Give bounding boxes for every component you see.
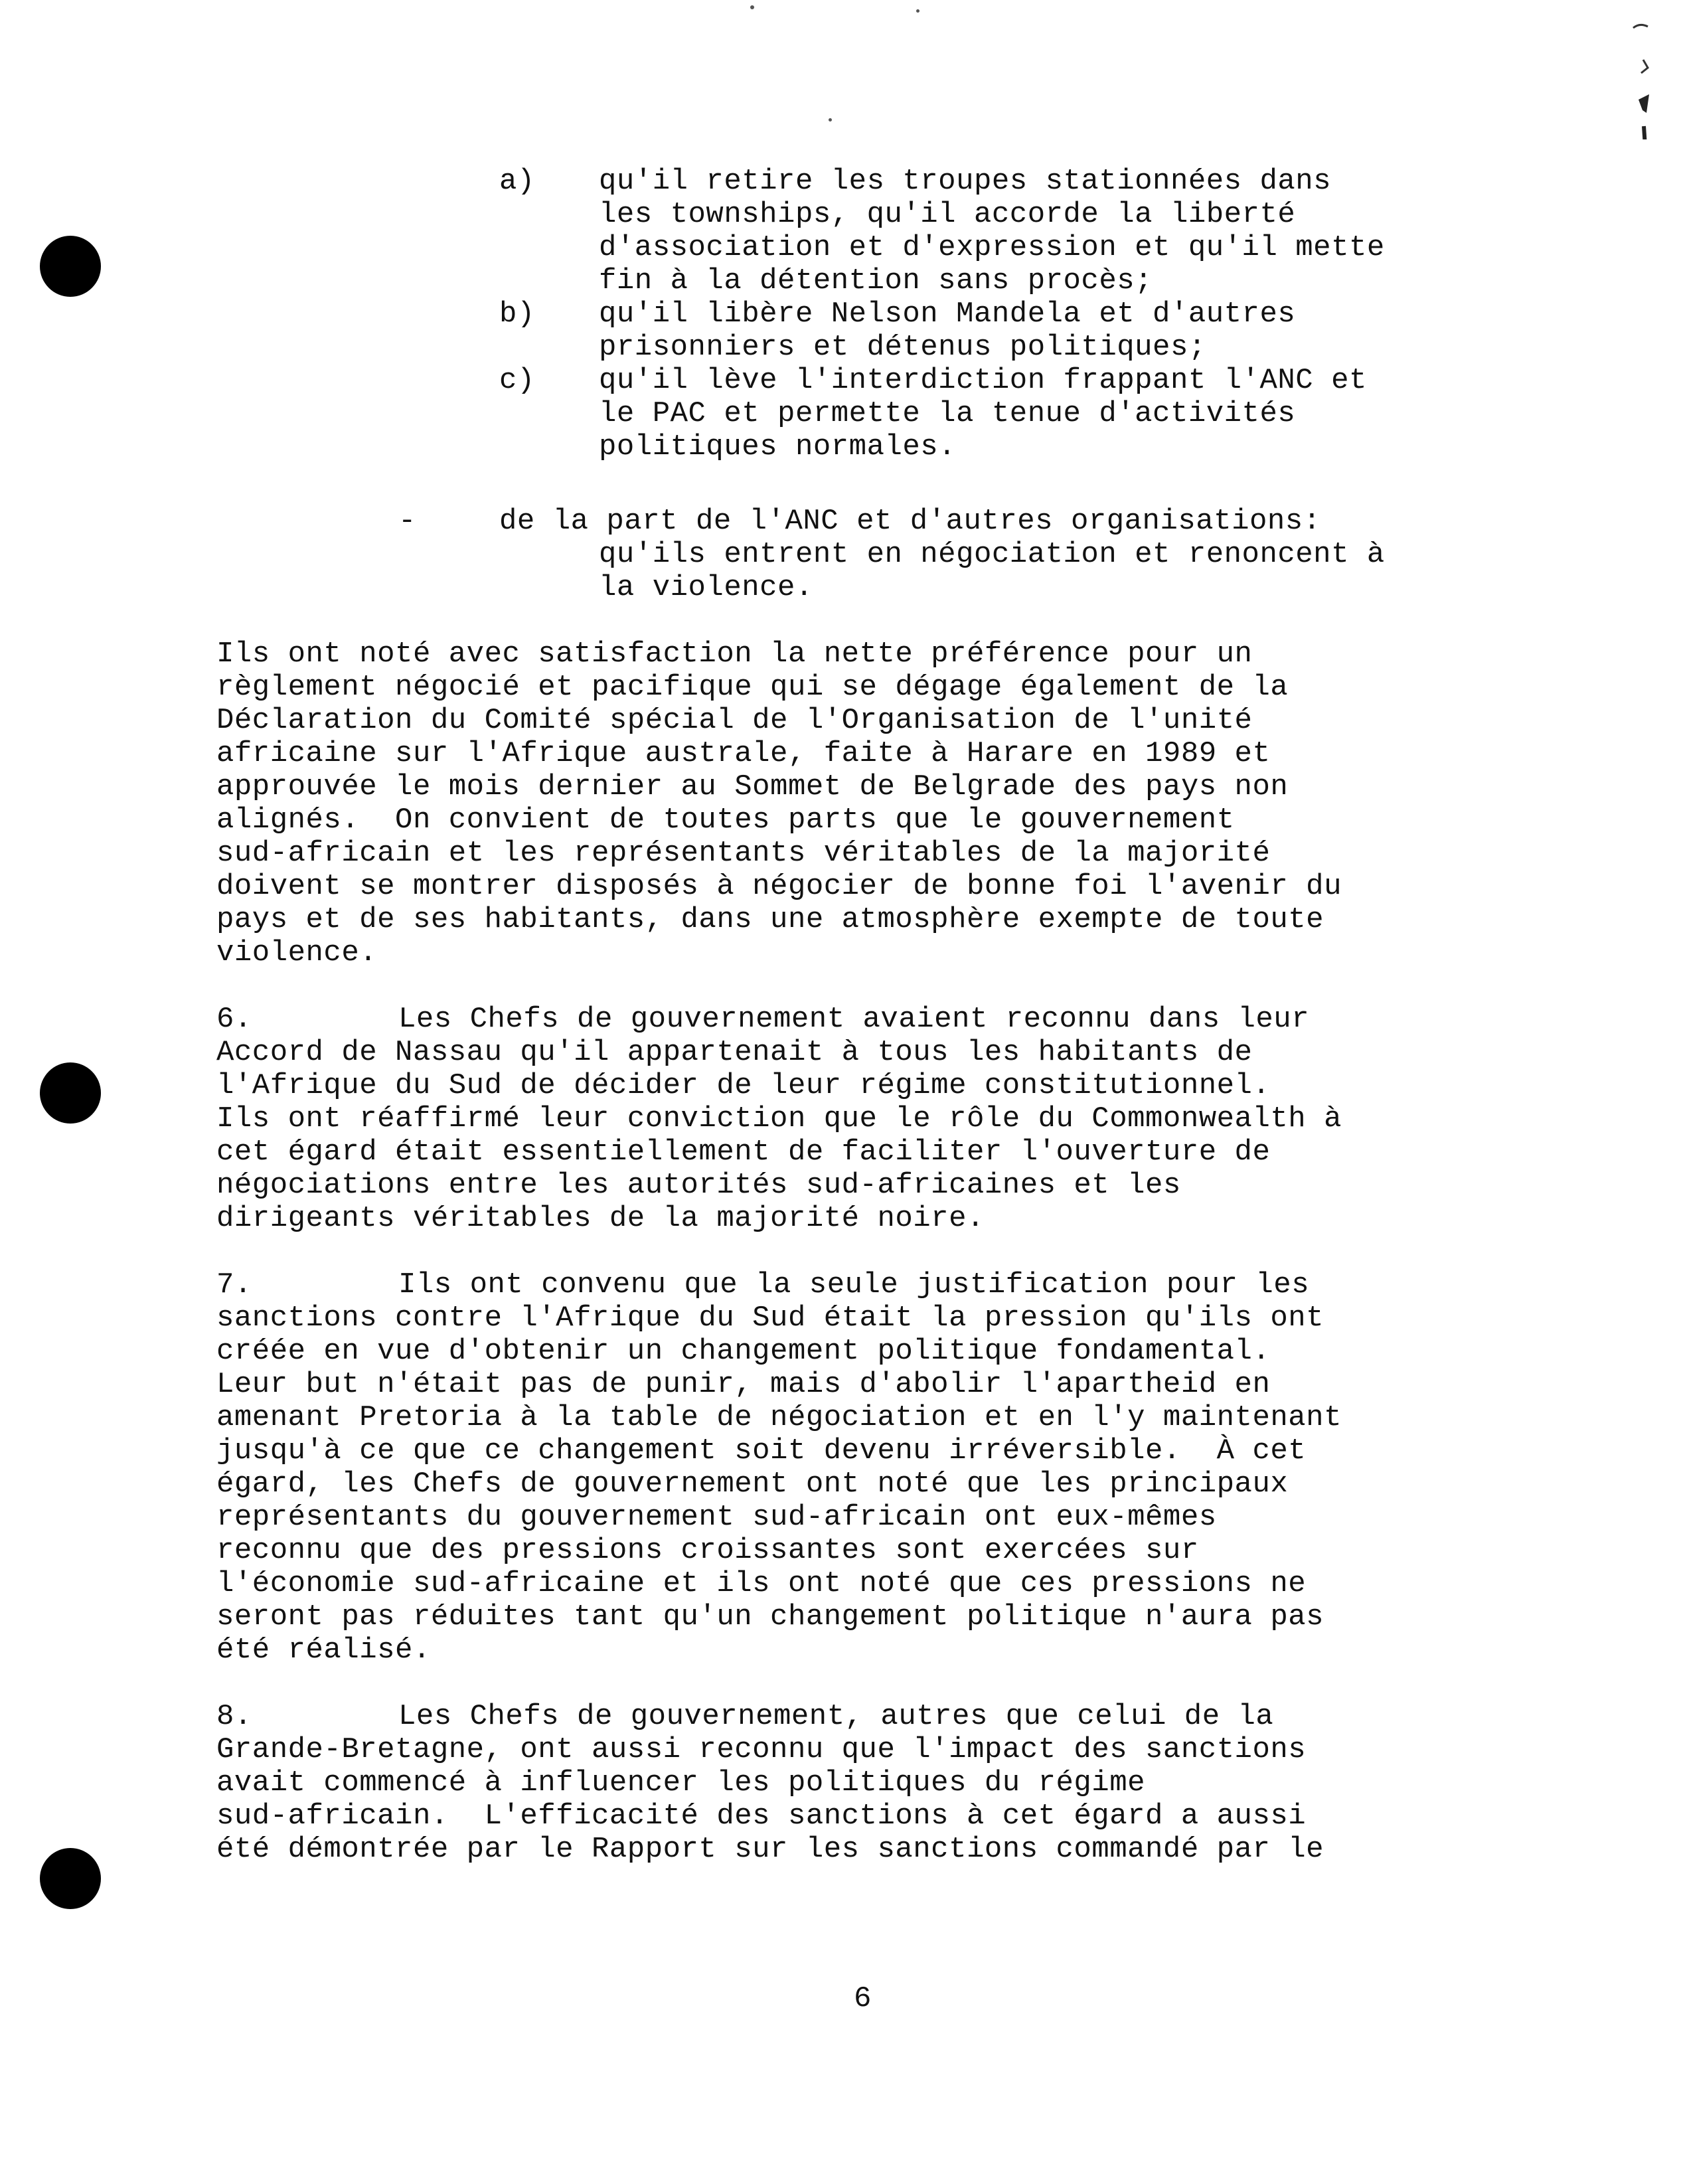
list-line: qu'il retire les troupes stationnées dans <box>599 165 1332 198</box>
list-marker: b) <box>499 297 535 331</box>
paragraph-line: l'Afrique du Sud de décider de leur régime constitutionnel. <box>216 1069 1271 1102</box>
paragraph-number: 6. <box>216 1003 252 1036</box>
paragraph-line: reconnu que des pressions croissantes sont exercées sur <box>216 1534 1199 1567</box>
paragraph-line: Leur but n'était pas de punir, mais d'abolir l'apartheid en <box>216 1368 1271 1401</box>
paragraph-line: Grande-Bretagne, ont aussi reconnu que l'impact des sanctions <box>216 1733 1307 1766</box>
paragraph-line: Les Chefs de gouvernement, autres que celui de la <box>398 1700 1274 1733</box>
handwritten-mark <box>1620 20 1666 139</box>
paragraph-number: 7. <box>216 1268 252 1302</box>
paragraph-line: sud-africain. L'efficacité des sanctions à cet égard a aussi <box>216 1800 1307 1833</box>
punch-hole <box>40 1848 101 1909</box>
list-line: d'association et d'expression et qu'il mette <box>599 231 1385 264</box>
paragraph-line: Ils ont noté avec satisfaction la nette préférence pour un <box>216 637 1253 671</box>
dash-line: la violence. <box>599 571 813 604</box>
paragraph-line: Déclaration du Comité spécial de l'Organisation de l'unité <box>216 704 1253 737</box>
paragraph-line: égard, les Chefs de gouvernement ont noté que les principaux <box>216 1468 1289 1501</box>
list-line: politiques normales. <box>599 430 957 463</box>
paragraph-line: sanctions contre l'Afrique du Sud était la pression qu'ils ont <box>216 1302 1324 1335</box>
scan-speck <box>829 118 832 122</box>
list-line: qu'il lève l'interdiction frappant l'ANC et <box>599 364 1367 397</box>
paragraph-line: l'économie sud-africaine et ils ont noté que ces pressions ne <box>216 1567 1307 1600</box>
paragraph-line: doivent se montrer disposés à négocier de bonne foi l'avenir du <box>216 870 1342 903</box>
paragraph-line: règlement négocié et pacifique qui se dégage également de la <box>216 671 1289 704</box>
paragraph-line: pays et de ses habitants, dans une atmosphère exempte de toute <box>216 903 1324 936</box>
paragraph-line: alignés. On convient de toutes parts que le gouvernement <box>216 803 1235 837</box>
punch-hole <box>40 236 101 297</box>
paragraph-line: approuvée le mois dernier au Sommet de Belgrade des pays non <box>216 770 1289 803</box>
paragraph-line: Ils ont réaffirmé leur conviction que le rôle du Commonwealth à <box>216 1102 1342 1135</box>
list-line: les townships, qu'il accorde la liberté <box>599 198 1296 231</box>
list-line: prisonniers et détenus politiques; <box>599 331 1206 364</box>
paragraph-line: créée en vue d'obtenir un changement politique fondamental. <box>216 1335 1271 1368</box>
paragraph-line: Les Chefs de gouvernement avaient reconnu dans leur <box>398 1003 1310 1036</box>
paragraph-line: jusqu'à ce que ce changement soit devenu irréversible. À cet <box>216 1434 1307 1468</box>
dash-line: de la part de l'ANC et d'autres organisations: <box>499 505 1321 538</box>
list-line: le PAC et permette la tenue d'activités <box>599 397 1296 430</box>
paragraph-line: africaine sur l'Afrique australe, faite à Harare en 1989 et <box>216 737 1271 770</box>
paragraph-line: avait commencé à influencer les politiques du régime <box>216 1766 1146 1800</box>
list-line: fin à la détention sans procès; <box>599 264 1153 297</box>
paragraph-line: négociations entre les autorités sud-africaines et les <box>216 1169 1181 1202</box>
paragraph-line: Accord de Nassau qu'il appartenait à tous les habitants de <box>216 1036 1253 1069</box>
paragraph-line: été démontrée par le Rapport sur les sanctions commandé par le <box>216 1833 1324 1866</box>
list-marker: c) <box>499 364 535 397</box>
paragraph-line: été réalisé. <box>216 1634 431 1667</box>
paragraph-line: dirigeants véritables de la majorité noire. <box>216 1202 985 1235</box>
scan-speck <box>750 5 754 9</box>
paragraph-line: représentants du gouvernement sud-africain ont eux-mêmes <box>216 1501 1217 1534</box>
paragraph-line: sud-africain et les représentants véritables de la majorité <box>216 837 1271 870</box>
list-marker: a) <box>499 165 535 198</box>
paragraph-line: violence. <box>216 936 378 969</box>
punch-hole <box>40 1062 101 1124</box>
page-number: 6 <box>854 1982 872 2015</box>
paragraph-line: seront pas réduites tant qu'un changement politique n'aura pas <box>216 1600 1324 1634</box>
paragraph-line: cet égard était essentiellement de faciliter l'ouverture de <box>216 1135 1271 1169</box>
dash-line: qu'ils entrent en négociation et renoncent à <box>599 538 1385 571</box>
paragraph-line: amenant Pretoria à la table de négociation et en l'y maintenant <box>216 1401 1342 1434</box>
scan-speck <box>916 9 920 13</box>
paragraph-line: Ils ont convenu que la seule justification pour les <box>398 1268 1310 1302</box>
list-line: qu'il libère Nelson Mandela et d'autres <box>599 297 1296 331</box>
paragraph-number: 8. <box>216 1700 252 1733</box>
dash-marker: - <box>398 505 416 538</box>
